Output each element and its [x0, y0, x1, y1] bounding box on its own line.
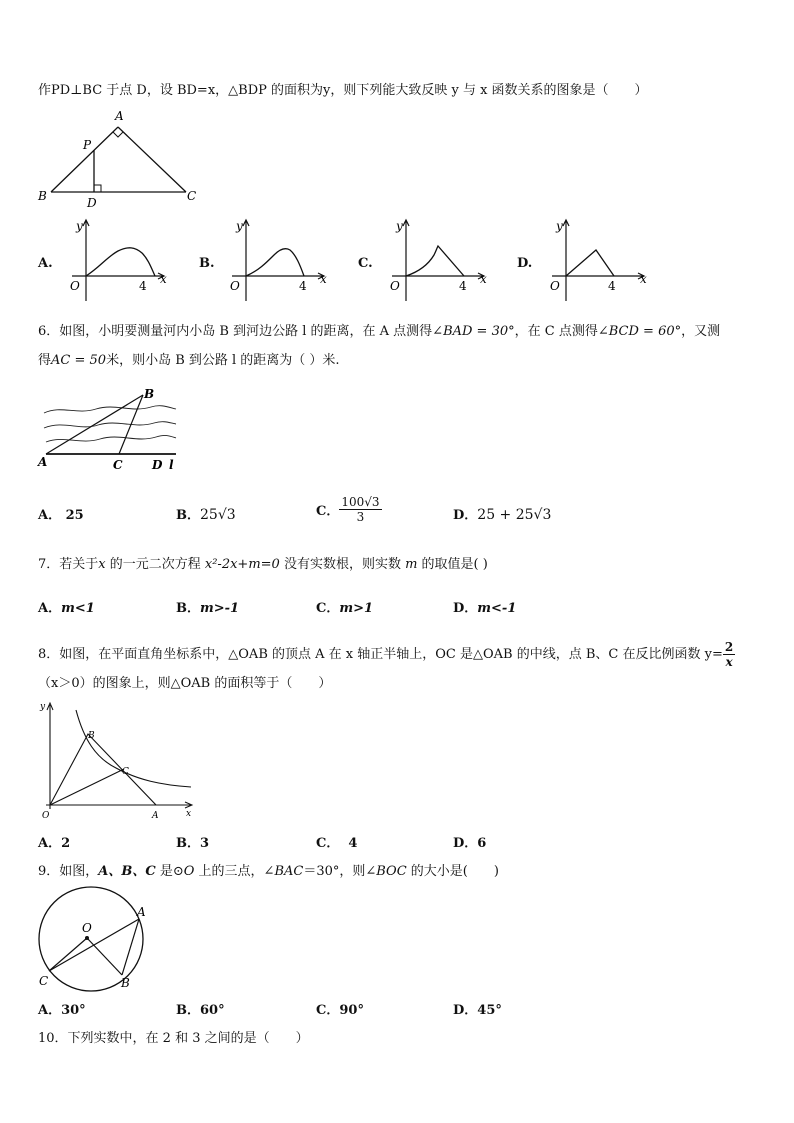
label-c: C	[113, 458, 123, 472]
q7-option-b[interactable]: B．m>-1	[176, 601, 240, 616]
q8-c: C	[122, 767, 129, 777]
q5-option-b-letter[interactable]: B.	[199, 256, 215, 271]
q6-option-d[interactable]: D．25 + 25√3	[453, 507, 552, 523]
q9-stem: 9．如图，A、B、C 是⊙O 上的三点，∠BAC＝30°，则∠BOC 的大小是( )	[38, 864, 499, 879]
label-b: B	[144, 387, 155, 401]
q7-option-a[interactable]: A．m<1	[38, 601, 95, 616]
q9-option-c[interactable]: C．90°	[316, 1003, 364, 1018]
q5-option-a-graph[interactable]	[62, 217, 172, 307]
q8-b: B	[88, 731, 95, 741]
q8-option-b[interactable]: B．3	[176, 836, 210, 851]
q5b-origin: O	[230, 279, 240, 293]
q8-option-c[interactable]: C． 4	[316, 836, 358, 851]
q5-option-d-letter[interactable]: D.	[517, 256, 533, 271]
q5-option-c-letter[interactable]: C.	[358, 256, 373, 271]
q5d-y: y	[556, 219, 563, 233]
label-b: B	[121, 976, 130, 990]
q8-y: y	[40, 702, 46, 712]
q5-triangle-figure	[38, 108, 208, 208]
label-b: B	[38, 189, 47, 203]
q5c-tick: 4	[459, 279, 467, 293]
q8-a: A	[152, 811, 159, 821]
q5d-tick: 4	[608, 279, 616, 293]
q6-river-figure	[36, 385, 186, 475]
q5a-x: x	[160, 272, 167, 286]
q5-option-b-graph[interactable]	[222, 217, 332, 307]
q5c-origin: O	[390, 279, 400, 293]
q8-x: x	[186, 809, 192, 819]
q6-option-c[interactable]: C． $\frac{100√3}{3}$	[316, 495, 380, 524]
q7-option-c[interactable]: C．m>1	[316, 601, 374, 616]
q9-option-a[interactable]: A．30°	[38, 1003, 86, 1018]
q5a-y: y	[76, 219, 83, 233]
label-l: l	[169, 458, 174, 472]
q6-option-b[interactable]: B．25√3	[176, 507, 236, 523]
q5d-x: x	[640, 272, 647, 286]
q8-option-d[interactable]: D．6	[453, 836, 487, 851]
q5-option-c-graph[interactable]	[382, 217, 492, 307]
label-c: C	[39, 974, 49, 988]
label-d: D	[87, 196, 97, 210]
q9-option-d[interactable]: D．45°	[453, 1003, 502, 1018]
q8-line1: 8．如图，在平面直角坐标系中，△OAB 的顶点 A 在 x 轴正半轴上，OC 是△OAB 的中线，点 B、C 在反比例函数 y= $\frac{2}{x}$	[38, 640, 734, 669]
label-a: A	[38, 455, 48, 469]
q8-coordinate-figure	[36, 700, 196, 825]
label-d: D	[152, 458, 163, 472]
q9-circle-figure	[36, 888, 151, 993]
q5-option-a-letter[interactable]: A.	[38, 256, 53, 271]
label-a: A	[137, 905, 146, 919]
label-o: O	[82, 921, 92, 935]
q6-line2: 得AC = 50米，则小岛 B 到公路 l 的距离为（ ）米.	[38, 353, 340, 368]
q5d-origin: O	[550, 279, 560, 293]
q8-origin: O	[42, 811, 50, 821]
q5b-tick: 4	[299, 279, 307, 293]
q8-line2: （x＞0）的图象上，则△OAB 的面积等于（ ）	[38, 676, 332, 691]
q5c-x: x	[480, 272, 487, 286]
q5b-y: y	[236, 219, 243, 233]
label-c: C	[187, 189, 197, 203]
q5-stem: 作PD⊥BC 于点 D，设 BD=x，△BDP 的面积为y，则下列能大致反映 y 与 x 函数关系的图象是（ ）	[38, 83, 648, 98]
q5a-origin: O	[70, 279, 80, 293]
q5-option-d-graph[interactable]	[542, 217, 652, 307]
q10-stem: 10．下列实数中，在 2 和 3 之间的是（ ）	[38, 1031, 309, 1046]
q7-stem: 7．若关于x 的一元二次方程 x²-2x+m=0 没有实数根，则实数 m 的取值是( )	[38, 557, 488, 572]
q5c-y: y	[396, 219, 403, 233]
q7-option-d[interactable]: D．m<-1	[453, 601, 517, 616]
q6-option-a[interactable]: A． 25	[38, 508, 84, 523]
q5b-x: x	[320, 272, 327, 286]
label-p: P	[83, 138, 92, 152]
q5a-tick: 4	[139, 279, 147, 293]
q9-option-b[interactable]: B．60°	[176, 1003, 225, 1018]
q8-option-a[interactable]: A．2	[38, 836, 71, 851]
q6-line1: 6．如图，小明要测量河内小岛 B 到河边公路 l 的距离，在 A 点测得∠BAD = 30°，在 C 点测得∠BCD = 60°，又测	[38, 324, 721, 339]
label-a: A	[115, 109, 124, 123]
